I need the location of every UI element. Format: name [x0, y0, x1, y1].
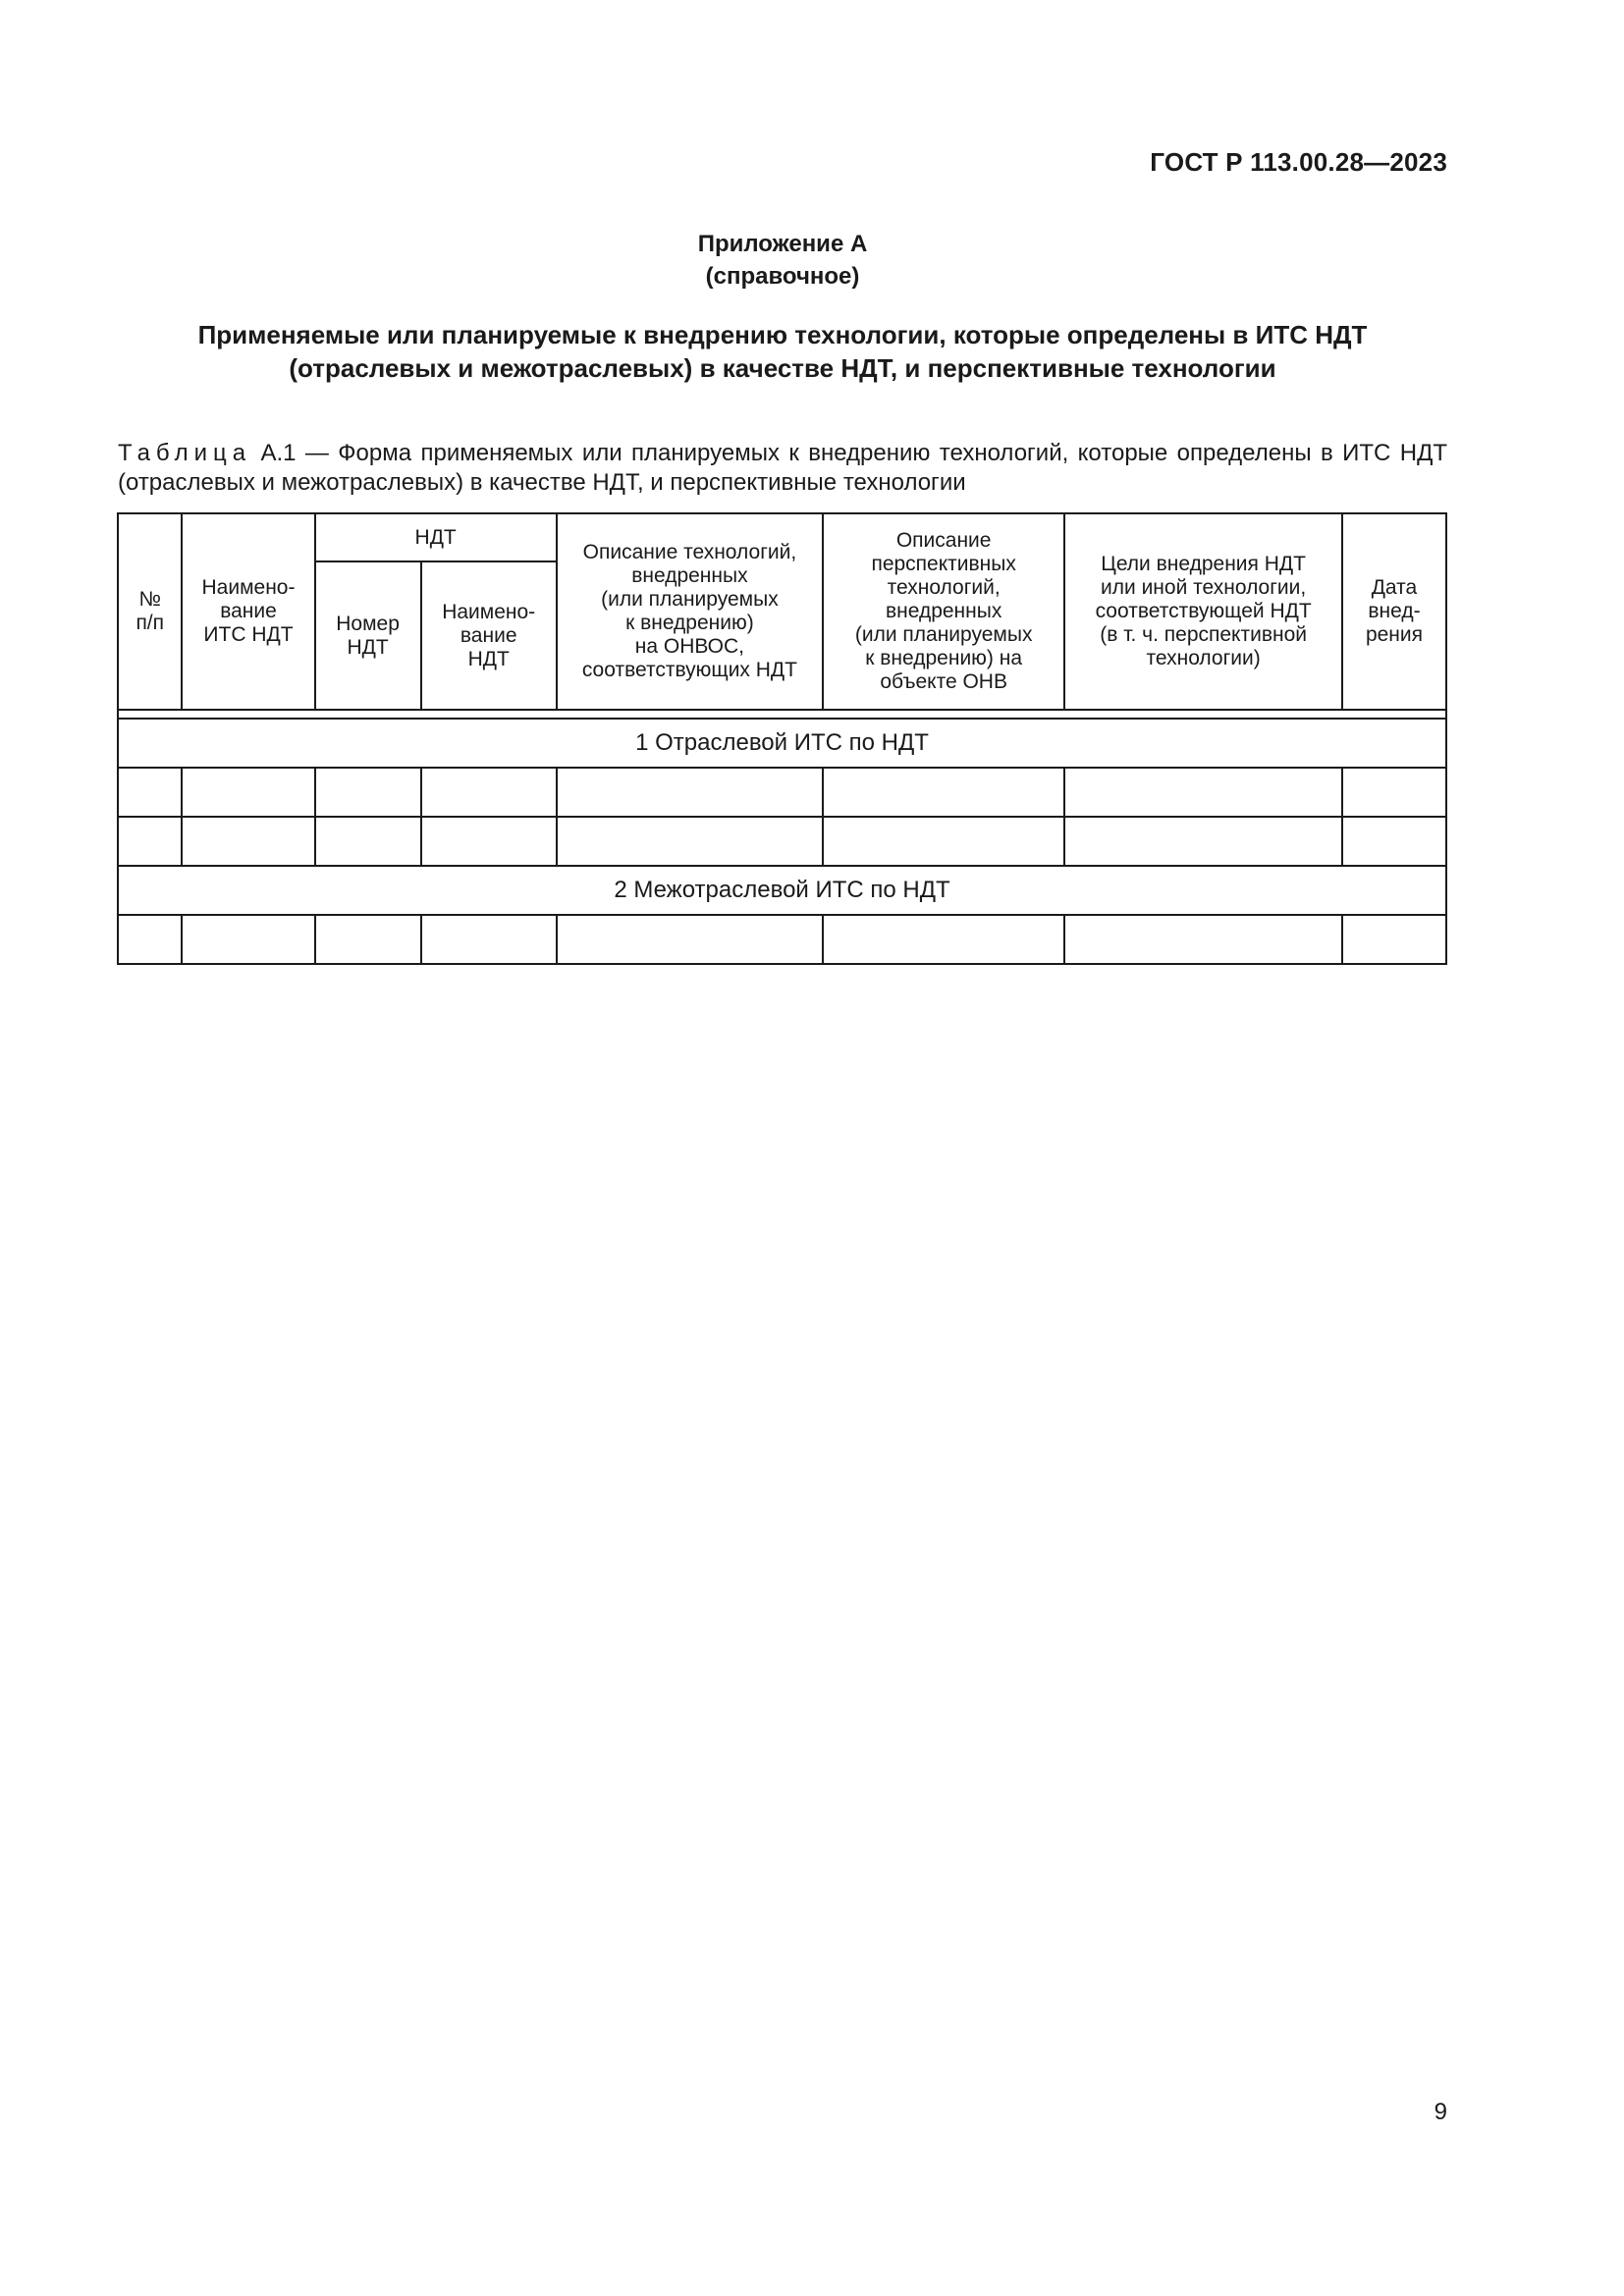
header-line: Наимено-: [201, 576, 296, 599]
table-cell: [315, 915, 421, 964]
header-line: Номер: [336, 612, 400, 635]
header-ndt-group: НДТ: [315, 513, 557, 561]
section-row: [118, 719, 1446, 768]
header-line: №: [138, 588, 161, 611]
heading-line-2: (отраслевых и межотраслевых) в качестве НДТ, и перспективные технологии: [289, 353, 1276, 383]
header-line: или иной технологии,: [1101, 576, 1307, 599]
table-caption: [118, 439, 1447, 498]
table-cell: [557, 915, 823, 964]
header-line: перспективных: [871, 553, 1016, 575]
header-its-name: [182, 513, 314, 710]
document-heading: [118, 318, 1447, 385]
appendix-type: (справочное): [705, 263, 860, 290]
header-line: НДТ: [467, 647, 510, 670]
header-num: [118, 513, 182, 710]
header-line: внедренных: [885, 600, 1002, 622]
header-line: (или планируемых: [854, 623, 1033, 646]
table-cell: [421, 915, 557, 964]
header-line: внед-: [1368, 600, 1421, 622]
header-ndt-name: [421, 561, 557, 710]
table-cell: [557, 817, 823, 866]
table-cell: [315, 768, 421, 817]
header-line: (в т. ч. перспективной: [1100, 623, 1307, 646]
separator-cell: [118, 710, 1446, 719]
table-cell: [421, 817, 557, 866]
table-cell: [182, 817, 314, 866]
table-row: [118, 915, 1446, 964]
header-line: соответствующих НДТ: [581, 659, 797, 681]
table-cell: [823, 768, 1064, 817]
header-line: (или планируемых: [601, 588, 779, 611]
header-line: соответствующей НДТ: [1095, 600, 1312, 622]
section-row: [118, 866, 1446, 915]
header-line: вание: [220, 600, 277, 622]
table-row: [118, 768, 1446, 817]
header-line: п/п: [135, 612, 165, 634]
header-line: Цели внедрения НДТ: [1101, 553, 1306, 575]
table-cell: [1342, 768, 1446, 817]
table-cell: [823, 915, 1064, 964]
heading-line-1: Применяемые или планируемые к внедрению технологии, которые определены в ИТС НДТ: [197, 320, 1368, 349]
table-cell: [315, 817, 421, 866]
table-row: [118, 817, 1446, 866]
table-cell: [118, 768, 182, 817]
table-cell: [823, 817, 1064, 866]
header-line: объекте ОНВ: [880, 670, 1007, 693]
table-cell: [1342, 915, 1446, 964]
table-cell: [1064, 915, 1342, 964]
form-table: [117, 512, 1447, 965]
header-line: технологии): [1146, 647, 1261, 669]
table-cell: [118, 817, 182, 866]
table-cell: [182, 768, 314, 817]
standard-code: ГОСТ Р 113.00.28—2023: [1150, 147, 1447, 177]
table-cell: [1064, 768, 1342, 817]
caption-label: Таблица: [118, 440, 252, 466]
header-perspective-description: [823, 513, 1064, 710]
table-cell: [557, 768, 823, 817]
header-line: рения: [1365, 623, 1423, 646]
header-ndt-number: [315, 561, 421, 710]
header-line: технологий,: [887, 576, 1001, 599]
header-line: НДТ: [347, 635, 389, 659]
table-cell: [421, 768, 557, 817]
header-line: Наимено-: [442, 600, 536, 623]
header-line: внедренных: [631, 564, 748, 587]
section-title: 2 Межотраслевой ИТС по НДТ: [118, 866, 1446, 915]
header-line: к внедрению): [625, 612, 754, 634]
appendix-title: Приложение А: [697, 231, 868, 257]
caption-text: А.1 — Форма применяемых или планируемых к внедрению технологий, которые определены в ИТС НДТ (отраслевых и межотраслевых) в качестве НДТ, и перспективные технологии: [118, 440, 1447, 496]
table-cell: [182, 915, 314, 964]
header-separator-row: [118, 710, 1446, 719]
table-cell: [1342, 817, 1446, 866]
header-line: Описание технологий,: [582, 541, 797, 563]
header-date: [1342, 513, 1446, 710]
header-line: Дата: [1371, 576, 1418, 599]
header-line: Описание: [895, 529, 992, 552]
table-body: [118, 710, 1446, 964]
page-number: 9: [1434, 2099, 1447, 2125]
header-line: ИТС НДТ: [203, 623, 294, 646]
header-line: на ОНВОС,: [634, 635, 745, 658]
appendix-header: [0, 228, 1565, 293]
section-title: 1 Отраслевой ИТС по НДТ: [118, 719, 1446, 768]
header-tech-description: [557, 513, 823, 710]
header-line: вание: [460, 623, 517, 647]
header-goals: [1064, 513, 1342, 710]
table-cell: [1064, 817, 1342, 866]
header-line: к внедрению) на: [865, 647, 1023, 669]
table-cell: [118, 915, 182, 964]
